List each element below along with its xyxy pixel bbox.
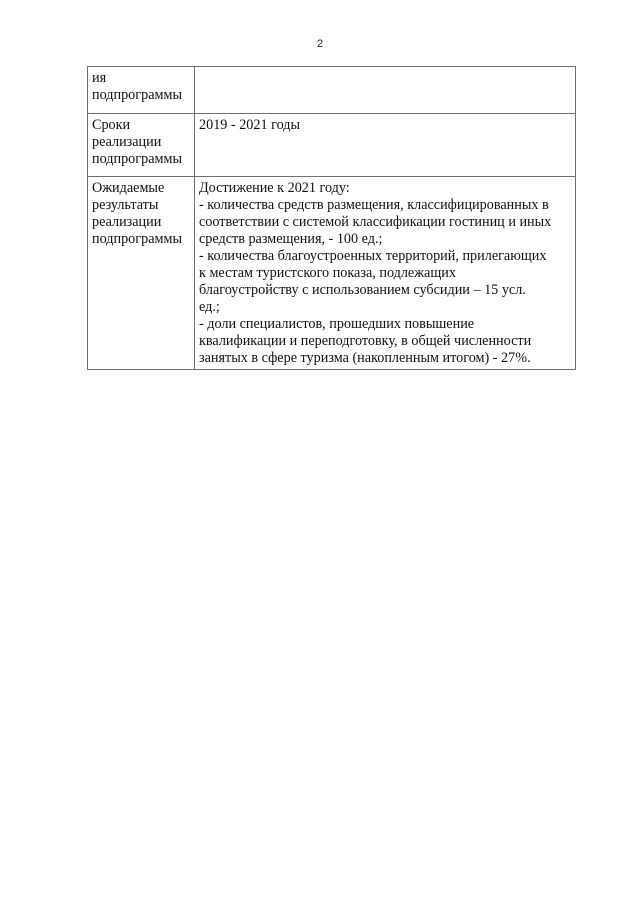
value-text: ед.; <box>199 299 220 315</box>
value-text: Достижение к 2021 году: <box>199 180 350 196</box>
value-text: квалификации и переподготовку, в общей численности <box>199 333 532 349</box>
label-text: подпрограммы <box>92 231 182 247</box>
label-text: результаты <box>92 197 159 213</box>
value-text: занятых в сфере туризма (накопленным итогом) - 27%. <box>199 350 531 366</box>
value-cell <box>195 114 576 177</box>
value-text: - количества благоустроенных территорий, прилегающих <box>199 248 547 264</box>
table-row-expected-results <box>88 177 576 370</box>
value-cell <box>195 177 576 370</box>
page-number: 2 <box>316 38 324 50</box>
label-text: подпрограммы <box>92 87 182 103</box>
label-cell <box>88 114 195 177</box>
label-text: ия <box>92 70 107 86</box>
value-text: 2019 - 2021 годы <box>199 117 301 133</box>
subprogram-passport-table <box>87 66 576 370</box>
label-cell <box>88 177 195 370</box>
value-text: к местам туристского показа, подлежащих <box>199 265 456 281</box>
label-text: подпрограммы <box>92 151 182 167</box>
label-text: реализации <box>92 134 162 150</box>
value-text: - доли специалистов, прошедших повышение <box>199 316 475 332</box>
label-text: Сроки <box>92 117 131 133</box>
label-text: реализации <box>92 214 162 230</box>
label-text: Ожидаемые <box>92 180 165 196</box>
value-text: соответствии с системой классификации гостиниц и иных <box>199 214 552 230</box>
label-cell <box>88 67 195 114</box>
table-row-responsible-continuation <box>88 67 576 114</box>
table-row-implementation-period <box>88 114 576 177</box>
value-text: - количества средств размещения, классифицированных в <box>199 197 549 213</box>
value-text: средств размещения, - 100 ед.; <box>199 231 383 247</box>
value-text: благоустройству с использованием субсидии – 15 усл. <box>199 282 526 298</box>
value-cell <box>195 67 576 114</box>
